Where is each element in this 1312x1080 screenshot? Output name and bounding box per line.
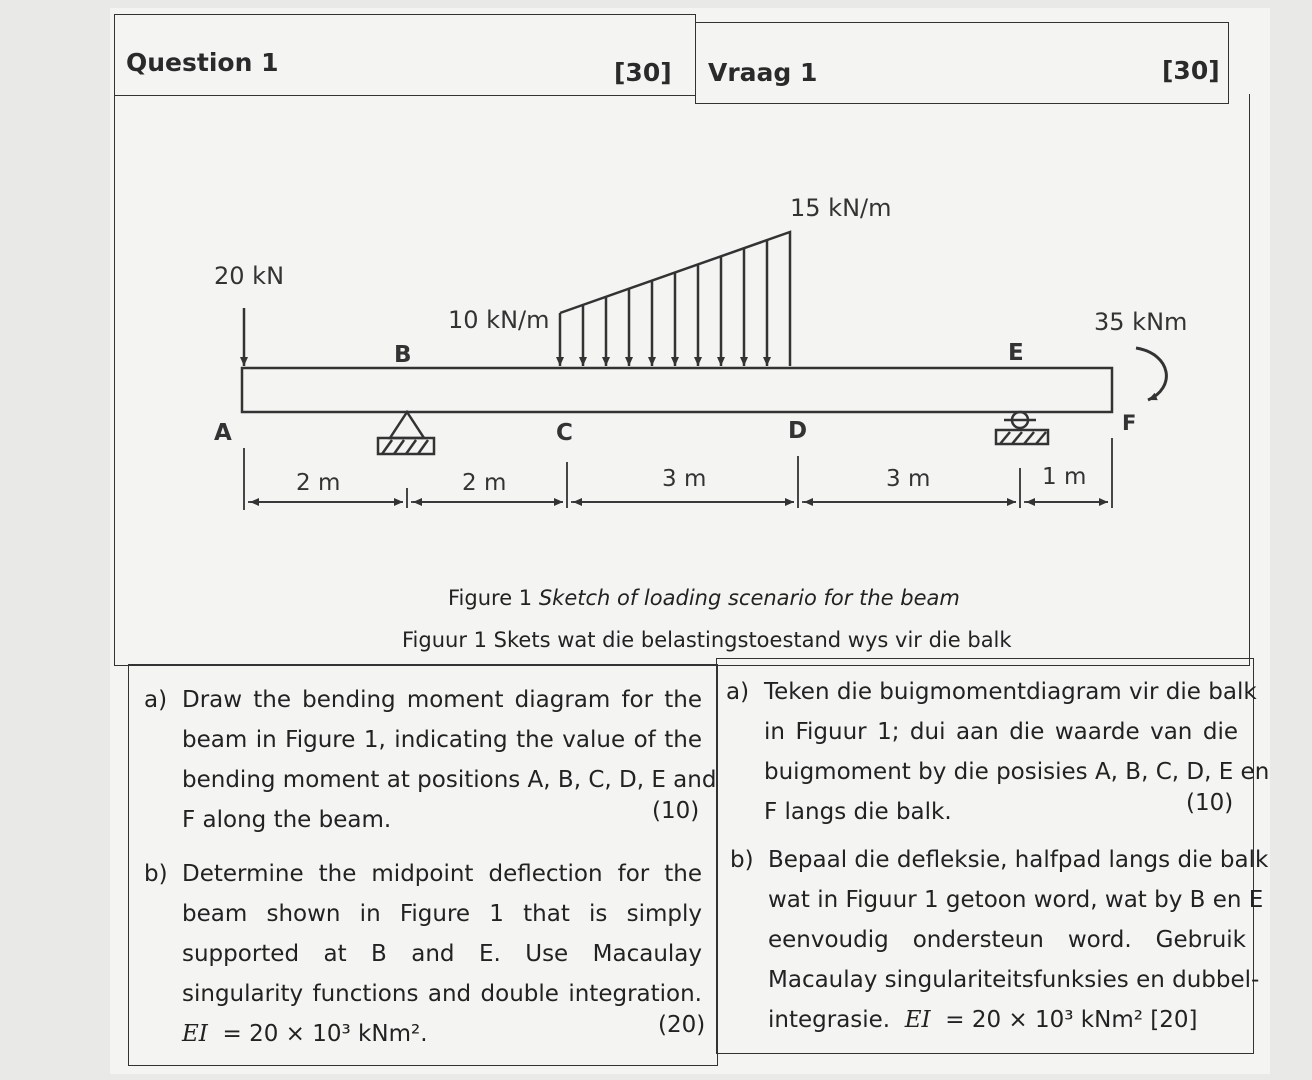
point-e-label: E — [1008, 340, 1024, 366]
english-a-marks: (10) — [652, 798, 700, 824]
dim-ab: 2 m — [296, 470, 341, 496]
afrikaans-ei-value: = 20 × 10³ kNm² — [945, 1007, 1143, 1033]
caption-en-italic: Sketch of loading scenario for the beam — [538, 586, 960, 610]
beam-figure — [110, 8, 1270, 568]
english-part-a — [144, 680, 717, 840]
pin-support-b — [378, 412, 434, 454]
dim-ef: 1 m — [1042, 464, 1087, 490]
moment-label: 35 kNm — [1094, 308, 1188, 336]
dim-bc: 2 m — [462, 470, 507, 496]
roller-support-e — [996, 412, 1048, 444]
english-b-line: beam shown in Figure 1 that is simply — [182, 901, 702, 927]
english-part-b — [144, 854, 704, 1054]
udl-label: 10 kN/m — [448, 306, 550, 334]
english-b-line: supported at B and E. Use Macaulay — [182, 941, 702, 967]
afrikaans-a-line: F langs die balk. — [764, 799, 952, 825]
figure-caption-en — [448, 586, 960, 610]
beam — [242, 368, 1112, 412]
english-ei-symbol: EI — [182, 1021, 208, 1047]
afrikaans-b-label: b) — [730, 847, 754, 873]
english-b-ei-line — [182, 1014, 702, 1054]
afrikaans-a-line: buigmoment by die posisies A, B, C, D, E en — [764, 759, 1270, 785]
afrikaans-a-line: in Figuur 1; dui aan die waarde van die — [764, 719, 1238, 745]
triangular-load-label: 15 kN/m — [790, 194, 892, 222]
point-b-label: B — [394, 342, 412, 368]
english-a-label: a) — [144, 687, 168, 713]
afrikaans-a-line: Teken die buigmomentdiagram vir die balk — [764, 679, 1257, 705]
afrikaans-b-line: Macaulay singulariteitsfunksies en dubbel- — [768, 967, 1260, 993]
exam-page — [110, 8, 1270, 1074]
caption-en-prefix: Figure 1 — [448, 586, 539, 610]
afrikaans-b-marks: [20] — [1150, 1007, 1198, 1033]
vraag-marks: [30] — [1162, 56, 1220, 85]
afrikaans-b-line: wat in Figuur 1 getoon word, wat by B en E — [768, 887, 1264, 913]
point-d-label: D — [788, 418, 808, 444]
afrikaans-part-b — [730, 840, 1269, 1050]
afrikaans-part-a — [726, 672, 1270, 832]
point-c-label: C — [556, 420, 573, 446]
afrikaans-a-label: a) — [726, 679, 750, 705]
moment-arrow — [1136, 348, 1166, 400]
afrikaans-ei-symbol: EI — [904, 1007, 931, 1033]
english-b-marks: (20) — [658, 1012, 706, 1038]
english-a-line: bending moment at positions A, B, C, D, E and — [182, 767, 717, 793]
point-load-label: 20 kN — [214, 262, 285, 290]
question-marks: [30] — [614, 58, 672, 87]
point-a-label: A — [214, 420, 232, 446]
english-b-line: singularity functions and double integration. — [182, 981, 702, 1007]
afrikaans-b-line: eenvoudig ondersteun word. Gebruik — [768, 927, 1246, 953]
english-b-label: b) — [144, 861, 168, 887]
question-title: Question 1 — [126, 48, 279, 77]
english-ei-value: = 20 × 10³ kNm². — [222, 1021, 428, 1047]
afrikaans-b-line: Bepaal die defleksie, halfpad langs die balk — [768, 847, 1269, 873]
vraag-title: Vraag 1 — [708, 58, 818, 87]
english-b-line: Determine the midpoint deflection for the — [182, 861, 702, 887]
point-f-label: F — [1122, 411, 1137, 435]
english-a-line: beam in Figure 1, indicating the value of the — [182, 727, 702, 753]
english-a-line: Draw the bending moment diagram for the — [182, 687, 702, 713]
afrikaans-b-line: integrasie. — [768, 1007, 891, 1033]
afrikaans-a-marks: (10) — [1186, 790, 1234, 816]
dim-de: 3 m — [886, 466, 931, 492]
distributed-load — [560, 232, 790, 366]
english-a-line: F along the beam. — [182, 807, 392, 833]
dim-cd: 3 m — [662, 466, 707, 492]
figure-caption-af: Figuur 1 Skets wat die belastingstoestand wys vir die balk — [402, 628, 1012, 652]
afrikaans-b-ei-line — [768, 1000, 1246, 1040]
